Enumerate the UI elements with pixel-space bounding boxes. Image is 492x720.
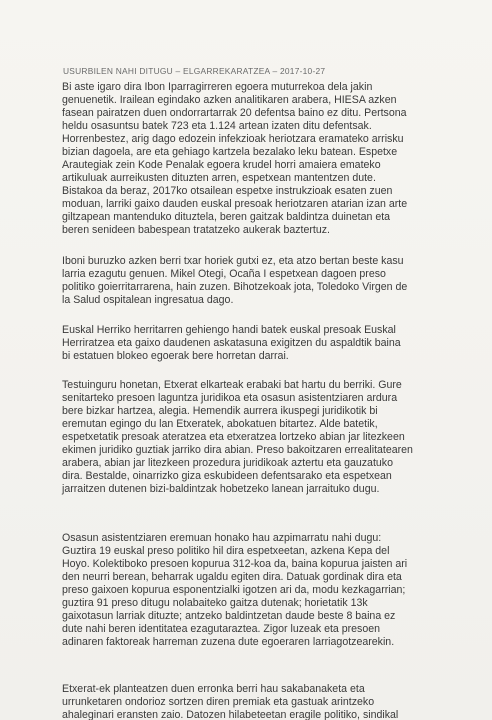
text-line: Iboni buruzko azken berri txar horiek gutxi ez, eta atzo bertan beste kasu xyxy=(62,255,404,267)
text-line: heldu osasuntsu batek 723 eta 1.124 artean izaten ditu defentsak. xyxy=(62,120,372,132)
text-line: espetxetatik presoak ateratzea eta etxeratzea lortzeko abian jar litezkeen xyxy=(62,431,405,443)
text-line: artikuluak aurreikusten dituzten arren, espetxean mantentzen dute. xyxy=(62,172,376,184)
paragraph-1 xyxy=(62,81,462,237)
paragraph-3 xyxy=(62,324,462,363)
paragraph-6 xyxy=(62,683,462,720)
text-line: Etxerat-ek planteatzen duen erronka berri hau sakabanaketa eta xyxy=(62,683,365,695)
text-line: Arautegiak zein Kode Penalak egoera krudel horri amaiera emateko xyxy=(62,159,381,171)
text-line: arabera, abian jar litezkeen prozedura juridikoak aztertu eta gauzatuko xyxy=(62,457,393,469)
text-line: bere bizkar hartzea, alegia. Hemendik aurrera ikuspegi juridikotik bi xyxy=(62,405,378,417)
text-line: genuenetik. Irailean egindako azken analitikaren arabera, HIESA azken xyxy=(62,94,397,106)
text-line: eremutan egingo du lan Etxeratek, abokatuen bitartez. Alde batetik, xyxy=(62,418,378,430)
paragraph-5 xyxy=(62,532,462,649)
text-line: bizian dagoela, are eta gehiago kartzela bezalako leku batean. Espetxe xyxy=(62,146,398,158)
text-line: Guztira 19 euskal preso politiko hil dira espetxeetan, azkena Kepa del xyxy=(62,545,390,557)
text-line: Testuinguru honetan, Etxerat elkarteak erabaki bat hartu du berriki. Gure xyxy=(62,379,402,391)
text-line: jarraitzen dutenen bizi-baldintzak hobetzeko lanean jarraituko dugu. xyxy=(62,483,380,495)
text-line: Herriratzea eta gaixo daudenen askatasuna exigitzen du aspaldtik baina xyxy=(62,337,401,349)
text-line: ahaleginari eransten zaio. Datozen hilabeteetan eragile politiko, sindikal xyxy=(62,709,399,720)
text-line: beren senideen babespean tratatzeko aukerak baztertuz. xyxy=(62,224,330,236)
text-line: Osasun asistentziaren eremuan honako hau azpimarratu nahi dugu: xyxy=(62,532,382,544)
text-line: adinaren faktoreak harreman zuzena dute egoeraren larriagotzearekin. xyxy=(62,636,395,648)
text-line: Horrenbestez, arig dago edozein infekzioak heriotzara eramateko arrisku xyxy=(62,133,404,145)
text-line: larria ezagutu genuen. Mikel Otegi, Ocaña I espetxean dagoen preso xyxy=(62,268,386,280)
text-line: guztira 91 preso ditugu nolabaiteko gaitza dutenak; horietatik 13k xyxy=(62,597,368,609)
text-line: den neurri berean, beharrak ugaldu egiten dira. Datuak gordinak dira eta xyxy=(62,571,402,583)
text-line: dira. Bestalde, oinarrizko giza eskubideen defentsarako eta espetxean xyxy=(62,470,392,482)
text-line: Euskal Herriko herritarren gehiengo handi batek euskal presoak Euskal xyxy=(62,324,396,336)
text-line: gaixotasun larriak dituzte; antzeko baldintzetan daude beste 8 baina ez xyxy=(62,610,396,622)
paragraph-4 xyxy=(62,379,462,496)
text-line: urrunketaren ondorioz sortzen diren premiak eta gastuak arintzeko xyxy=(62,696,375,708)
paragraph-2 xyxy=(62,255,462,307)
text-line: preso gaixoen kopurua esponentzialki igotzen ari da, modu kezkagarrian; xyxy=(62,584,406,596)
text-line: Hoyo. Kolektiboko presoen kopurua 312-koa da, baina kopurua jaisten ari xyxy=(62,558,408,570)
text-line: senitarteko presoen laguntza juridikoa eta osasun asistentziaren ardura xyxy=(62,392,398,404)
text-line: politiko goierritarrarena, hain zuzen. Bihotzekoak jota, Toledoko Virgen de xyxy=(62,281,408,293)
document-header: USURBILEN NAHI DITUGU – ELGARREKARATZEA – 2017-10-27 xyxy=(63,66,326,76)
text-line: bi estatuen blokeo egoerak bere horretan darrai. xyxy=(62,350,289,362)
text-line: la Salud ospitalean ingresatua dago. xyxy=(62,294,234,306)
text-line: fasean pairatzen duen ondorrartarrak 20 defentsa baino ez ditu. Pertsona xyxy=(62,107,407,119)
text-line: Bi aste igaro dira Ibon Iparragirreren egoera muturrekoa dela jakin xyxy=(62,81,373,93)
text-line: moduan, larriki gaixo dauden euskal presoak heriotzaren atarian izan arte xyxy=(62,198,408,210)
text-line: Bistakoa da beraz, 2017ko otsailean espetxe instrukzioak esaten zuen xyxy=(62,185,393,197)
text-line: giltzapean mantenduko dituztela, beren gaitzak baldintza duinetan eta xyxy=(62,211,391,223)
text-line: dute nahi beren identitatea ezagutaraztea. Zigor luzeak eta presoen xyxy=(62,623,381,635)
text-line: ekimen juridiko guztiak jarriko dira abian. Preso bakoitzaren errealitatearen xyxy=(62,444,413,456)
